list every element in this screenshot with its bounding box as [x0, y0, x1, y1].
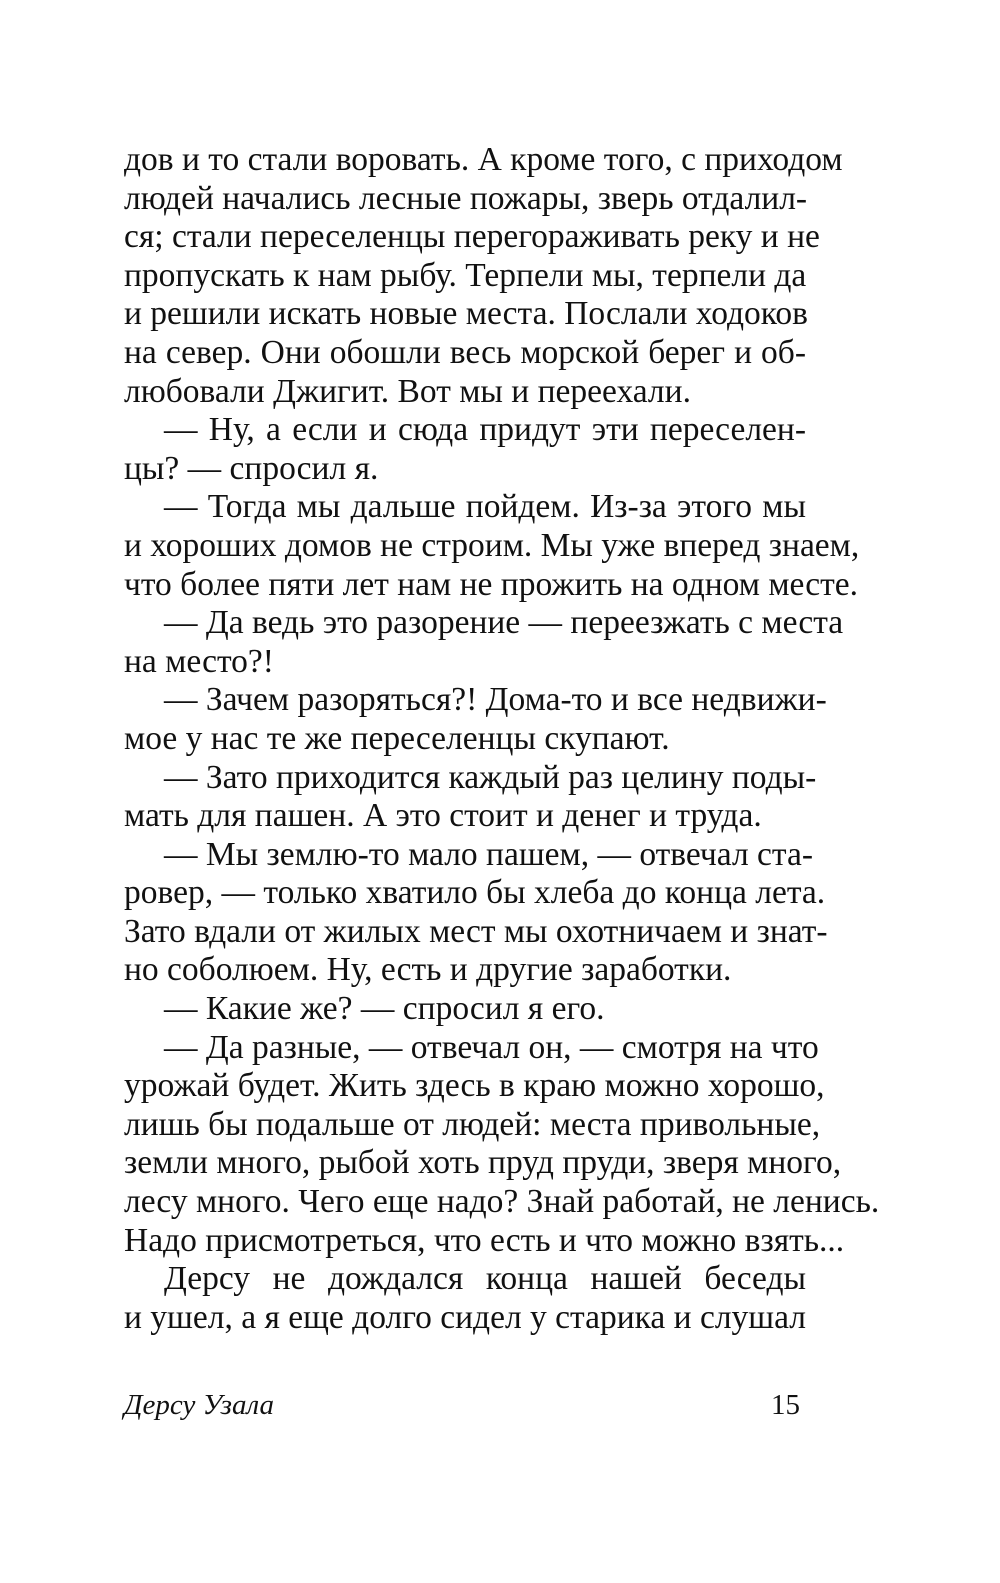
body-text — [124, 141, 880, 1337]
text-line: — Ну, а если и сюда придут эти переселен- — [164, 411, 806, 449]
text-line: — Тогда мы дальше пойдем. Из-за этого мы — [164, 488, 806, 526]
text-line: мое у нас те же переселенцы скупают. — [124, 719, 670, 757]
text-line: — Зачем разоряться?! Дома-то и все недвижи- — [164, 681, 827, 719]
text-line: земли много, рыбой хоть пруд пруди, зверя много, — [124, 1144, 842, 1182]
text-line: Надо присмотреться, что есть и что можно взять... — [124, 1221, 845, 1259]
text-line: — Да ведь это разорение — переезжать с места — [164, 604, 844, 642]
text-line: и ушел, а я еще долго сидел у старика и слушал — [124, 1298, 806, 1336]
text-line: любовали Джигит. Вот мы и переехали. — [124, 372, 691, 410]
text-line: — Какие же? — спросил я его. — [164, 990, 605, 1028]
text-line: цы? — спросил я. — [124, 449, 379, 487]
text-line: ровер, — только хватило бы хлеба до конца лета. — [124, 874, 826, 912]
text-line: лишь бы подальше от людей: места привольные, — [124, 1105, 821, 1143]
text-line: ся; стали переселенцы перегораживать реку и не — [124, 218, 820, 256]
text-line: и решили искать новые места. Послали ходоков — [124, 295, 808, 333]
text-line: что более пяти лет нам не прожить на одном месте. — [124, 565, 859, 603]
page-number: 15 — [771, 1389, 800, 1421]
text-line: Дерсу не дождался конца нашей беседы — [164, 1260, 806, 1298]
text-line: Зато вдали от жилых мест мы охотничаем и знат- — [124, 912, 828, 950]
text-line: урожай будет. Жить здесь в краю можно хорошо, — [124, 1067, 825, 1105]
text-line: людей начались лесные пожары, зверь отдалил- — [124, 179, 808, 217]
text-line: и хороших домов не строим. Мы уже вперед знаем, — [124, 526, 860, 564]
text-line: пропускать к нам рыбу. Терпели мы, терпели да — [124, 256, 807, 294]
text-line: мать для пашен. А это стоит и денег и труда. — [124, 797, 762, 835]
text-line: на место?! — [124, 642, 274, 680]
text-line: но соболюем. Ну, есть и другие заработки. — [124, 951, 732, 989]
text-line: — Да разные, — отвечал он, — смотря на что — [164, 1028, 819, 1066]
text-line: дов и то стали воровать. А кроме того, с приходом — [124, 141, 843, 178]
running-title: Дерсу Узала — [124, 1389, 274, 1421]
text-line: лесу много. Чего еще надо? Знай работай, не ленись. — [124, 1183, 880, 1221]
text-line: — Зато приходится каждый раз целину поды- — [164, 758, 817, 796]
text-line: на север. Они обошли весь морской берег и об- — [124, 333, 806, 371]
text-line: — Мы землю-то мало пашем, — отвечал ста- — [164, 835, 813, 873]
